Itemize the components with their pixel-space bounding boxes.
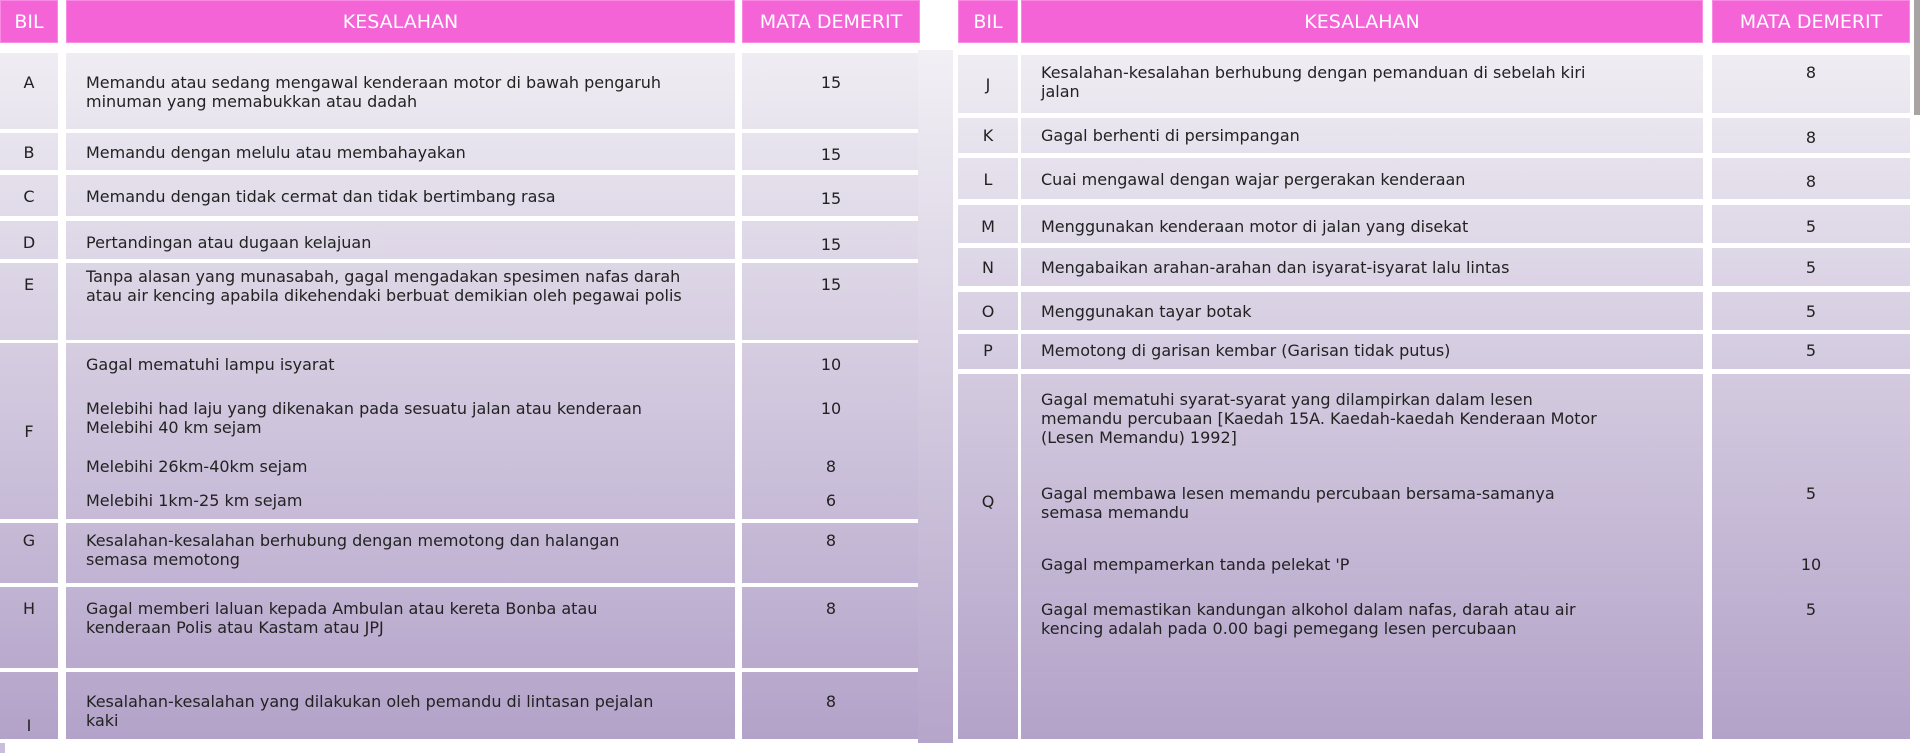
demerit-points: 5 bbox=[1805, 258, 1817, 277]
demerit-points: 5 bbox=[1805, 341, 1817, 360]
vertical-scrollbar[interactable] bbox=[1914, 0, 1920, 115]
demerit-points: 5 bbox=[1805, 600, 1817, 619]
bil-cell bbox=[958, 158, 1018, 199]
mata-demerit-cell bbox=[742, 523, 920, 583]
mata-demerit-cell bbox=[742, 587, 920, 668]
offense-text: Melebihi 1km-25 km sejam bbox=[86, 491, 303, 510]
bil-label: D bbox=[22, 233, 36, 252]
offense-text: Gagal mematuhi syarat-syarat yang dilampirkan dalam lesen memandu percubaan [Kaedah 15A. Kaedah-kaedah Kenderaan Motor (Lesen Memandu) 1992] bbox=[1041, 390, 1597, 447]
kesalahan-cell bbox=[1021, 292, 1703, 330]
demerit-points: 8 bbox=[825, 457, 837, 476]
left-header-kesalahan bbox=[66, 0, 735, 43]
table-separator bbox=[918, 50, 953, 743]
bil-cell bbox=[0, 523, 58, 583]
bil-cell bbox=[0, 343, 58, 519]
kesalahan-cell bbox=[66, 221, 735, 259]
bil-cell bbox=[958, 248, 1018, 286]
kesalahan-cell bbox=[66, 263, 735, 340]
bil-label: C bbox=[23, 187, 35, 206]
demerit-points: 8 bbox=[1805, 172, 1817, 191]
kesalahan-cell bbox=[1021, 55, 1703, 113]
demerit-points: 5 bbox=[1805, 302, 1817, 321]
header-kesalahan-label: KESALAHAN bbox=[342, 10, 459, 33]
header-mata-demerit-label: MATA DEMERIT bbox=[1739, 10, 1883, 33]
bil-cell bbox=[0, 175, 58, 216]
kesalahan-cell bbox=[66, 175, 735, 216]
mata-demerit-cell bbox=[1712, 334, 1910, 369]
demerit-points: 8 bbox=[825, 599, 837, 618]
header-kesalahan-label: KESALAHAN bbox=[1304, 10, 1420, 33]
mata-demerit-cell bbox=[1712, 55, 1910, 113]
bil-label: H bbox=[22, 599, 36, 618]
right-header-kesalahan bbox=[1021, 0, 1703, 43]
kesalahan-cell bbox=[1021, 205, 1703, 243]
offense-text: Kesalahan-kesalahan yang dilakukan oleh pemandu di lintasan pejalan kaki bbox=[86, 692, 654, 730]
offense-text: Memotong di garisan kembar (Garisan tidak putus) bbox=[1041, 341, 1451, 360]
demerit-points: 10 bbox=[820, 399, 842, 418]
offense-text: Kesalahan-kesalahan berhubung dengan memotong dan halangan semasa memotong bbox=[86, 531, 620, 569]
offense-text: Gagal memberi laluan kepada Ambulan atau kereta Bonba atau kenderaan Polis atau Kastam atau JPJ bbox=[86, 599, 598, 637]
header-mata-demerit-label: MATA DEMERIT bbox=[759, 10, 903, 33]
bil-label: Q bbox=[981, 492, 995, 511]
offense-text: Tanpa alasan yang munasabah, gagal mengadakan spesimen nafas darah atau air kencing apabila dikehendaki berbuat demikian oleh pegawai polis bbox=[86, 267, 682, 305]
mata-demerit-cell bbox=[1712, 374, 1910, 739]
left-header-mata-demerit bbox=[742, 0, 920, 43]
demerit-points: 15 bbox=[820, 275, 842, 294]
kesalahan-cell bbox=[1021, 334, 1703, 369]
bil-label: K bbox=[982, 126, 994, 145]
right-header-mata-demerit bbox=[1712, 0, 1910, 43]
bil-label: F bbox=[24, 422, 34, 441]
offense-text: Mengabaikan arahan-arahan dan isyarat-isyarat lalu lintas bbox=[1041, 258, 1510, 277]
offense-text: Melebihi had laju yang dikenakan pada sesuatu jalan atau kenderaan bbox=[86, 399, 642, 418]
bil-label: L bbox=[983, 170, 993, 189]
offense-text: Gagal berhenti di persimpangan bbox=[1041, 126, 1300, 145]
demerit-points: 8 bbox=[1805, 128, 1817, 147]
kesalahan-cell bbox=[1021, 118, 1703, 153]
offense-text: Kesalahan-kesalahan berhubung dengan pemanduan di sebelah kiri jalan bbox=[1041, 63, 1586, 101]
offense-text: Pertandingan atau dugaan kelajuan bbox=[86, 233, 372, 252]
bil-cell bbox=[958, 55, 1018, 113]
mata-demerit-cell bbox=[1712, 205, 1910, 243]
demerit-points: 15 bbox=[820, 235, 842, 254]
offense-text: Melebihi 26km-40km sejam bbox=[86, 457, 308, 476]
mata-demerit-cell bbox=[742, 133, 920, 170]
bil-label: E bbox=[23, 275, 35, 294]
offense-text: Gagal memastikan kandungan alkohol dalam nafas, darah atau air kencing adalah pada 0.00 bagi pemegang lesen percubaan bbox=[1041, 600, 1576, 638]
bil-label: I bbox=[26, 716, 32, 735]
offense-text: Menggunakan kenderaan motor di jalan yang disekat bbox=[1041, 217, 1469, 236]
kesalahan-cell bbox=[66, 53, 735, 129]
demerit-points: 10 bbox=[820, 355, 842, 374]
mata-demerit-cell bbox=[1712, 158, 1910, 199]
demerit-points: 15 bbox=[820, 145, 842, 164]
offense-text: Melebihi 40 km sejam bbox=[86, 418, 262, 437]
bil-cell bbox=[0, 263, 58, 340]
kesalahan-cell bbox=[66, 343, 735, 519]
bil-cell bbox=[0, 221, 58, 259]
bil-cell bbox=[0, 133, 58, 170]
mata-demerit-cell bbox=[742, 53, 920, 129]
offense-text: Menggunakan tayar botak bbox=[1041, 302, 1252, 321]
header-bil-label: BIL bbox=[973, 10, 1003, 33]
mata-demerit-cell bbox=[742, 343, 920, 519]
mata-demerit-cell bbox=[742, 263, 920, 340]
bil-cell bbox=[0, 53, 58, 129]
bil-label: N bbox=[982, 258, 994, 277]
bil-label: J bbox=[985, 75, 991, 94]
bil-cell bbox=[0, 672, 58, 739]
offense-text: Gagal mematuhi lampu isyarat bbox=[86, 355, 335, 374]
right-header-bil bbox=[958, 0, 1018, 43]
bil-cell bbox=[958, 118, 1018, 153]
offense-text: Cuai mengawal dengan wajar pergerakan kenderaan bbox=[1041, 170, 1466, 189]
header-bil-label: BIL bbox=[14, 10, 44, 33]
demerit-points: 8 bbox=[825, 692, 837, 711]
kesalahan-cell bbox=[66, 672, 735, 739]
kesalahan-cell bbox=[1021, 158, 1703, 199]
kesalahan-cell bbox=[1021, 374, 1703, 739]
demerit-points: 8 bbox=[825, 531, 837, 550]
demerit-points: 5 bbox=[1805, 484, 1817, 503]
bil-cell bbox=[958, 292, 1018, 330]
demerit-points: 5 bbox=[1805, 217, 1817, 236]
corner-marker bbox=[0, 743, 5, 753]
bil-label: M bbox=[981, 217, 995, 236]
offense-text: Memandu atau sedang mengawal kenderaan motor di bawah pengaruh minuman yang memabukkan atau dadah bbox=[86, 73, 662, 111]
mata-demerit-cell bbox=[1712, 292, 1910, 330]
demerit-points: 15 bbox=[820, 73, 842, 92]
kesalahan-cell bbox=[1021, 248, 1703, 286]
bil-label: B bbox=[23, 143, 35, 162]
bil-cell bbox=[958, 334, 1018, 369]
demerit-points: 6 bbox=[825, 491, 837, 510]
bil-cell bbox=[958, 205, 1018, 243]
kesalahan-cell bbox=[66, 587, 735, 668]
bil-label: O bbox=[981, 302, 995, 321]
demerit-points: 10 bbox=[1800, 555, 1822, 574]
mata-demerit-cell bbox=[1712, 248, 1910, 286]
offense-text: Memandu dengan melulu atau membahayakan bbox=[86, 143, 466, 162]
offense-text: Memandu dengan tidak cermat dan tidak bertimbang rasa bbox=[86, 187, 556, 206]
mata-demerit-cell bbox=[742, 221, 920, 259]
left-header-bil bbox=[0, 0, 58, 43]
mata-demerit-cell bbox=[742, 175, 920, 216]
mata-demerit-cell bbox=[1712, 118, 1910, 153]
bil-label: G bbox=[22, 531, 36, 550]
offense-text: Gagal mempamerkan tanda pelekat 'P bbox=[1041, 555, 1350, 574]
kesalahan-cell bbox=[66, 133, 735, 170]
bil-label: A bbox=[23, 73, 35, 92]
bil-label: P bbox=[983, 341, 993, 360]
kesalahan-cell bbox=[66, 523, 735, 583]
demerit-points: 8 bbox=[1805, 63, 1817, 82]
mata-demerit-cell bbox=[742, 672, 920, 739]
bil-cell bbox=[0, 587, 58, 668]
demerit-points: 15 bbox=[820, 189, 842, 208]
bil-cell bbox=[958, 374, 1018, 739]
offense-text: Gagal membawa lesen memandu percubaan bersama-samanya semasa memandu bbox=[1041, 484, 1555, 522]
